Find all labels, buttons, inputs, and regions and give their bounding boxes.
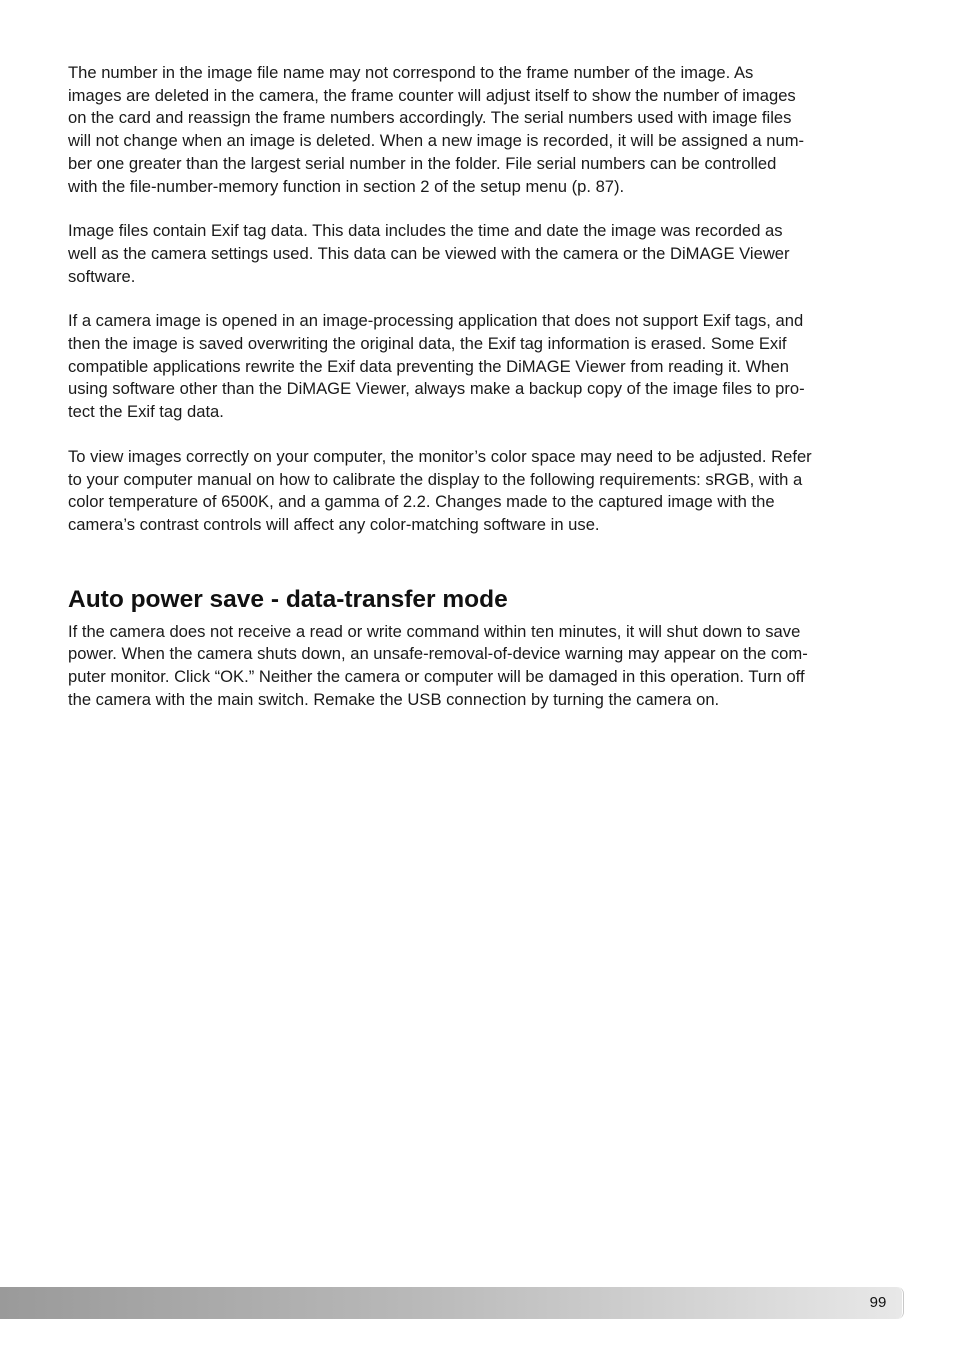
footer-bar [0, 1287, 902, 1319]
paragraph-exif-warning: If a camera image is opened in an image-processing application that does not support Exif tags, and then the image is saved overwriting the original data, the Exif tag information is erased. Some Exif compatible applications rewrite the Exif data preventing the DiMAGE Viewer from reading it. When using software other than the DiMAGE Viewer, always make a backup copy of the image files to pro- tect the Exif tag data. [68, 311, 805, 422]
paragraph-exif-data: Image files contain Exif tag data. This data includes the time and date the image was recorded as well as the camera settings used. This data can be viewed with the camera or the DiMAGE Viewer software. [68, 221, 790, 286]
page-number: 99 [869, 1294, 887, 1311]
paragraph-file-numbering: The number in the image file name may not correspond to the frame number of the image. As images are deleted in the camera, the frame counter will adjust itself to show the number of images on the card and reassign the frame numbers accordingly. The serial numbers used with image files will not change when an image is deleted. When a new image is recorded, it will be assigned a num- ber one greater than the largest serial number in the folder. File serial numbers can be controlled with the file-number-memory function in section 2 of the setup menu (p. 87). [68, 63, 805, 196]
paragraph-color-space: To view images correctly on your computer, the monitor’s color space may need to be adjusted. Refer to your computer manual on how to calibrate the display to the following requirements: sRGB, with a color temperature of 6500K, and a gamma of 2.2. Changes made to the captured image with the camera’s contrast controls will affect any color-matching software in use. [68, 446, 812, 534]
paragraph-auto-power-save: If the camera does not receive a read or write command within ten minutes, it will shut down to save power. When the camera shuts down, an unsafe-removal-of-device warning may appear on the com- puter monitor. Click “OK.” Neither the camera or computer will be damaged in this operation. Turn off the camera with the main switch. Remake the USB connection by turning the camera on. [68, 621, 808, 709]
section-heading: Auto power save - data-transfer mode [68, 585, 508, 613]
page-content [68, 62, 890, 733]
footer-bar-edge [896, 1287, 904, 1319]
